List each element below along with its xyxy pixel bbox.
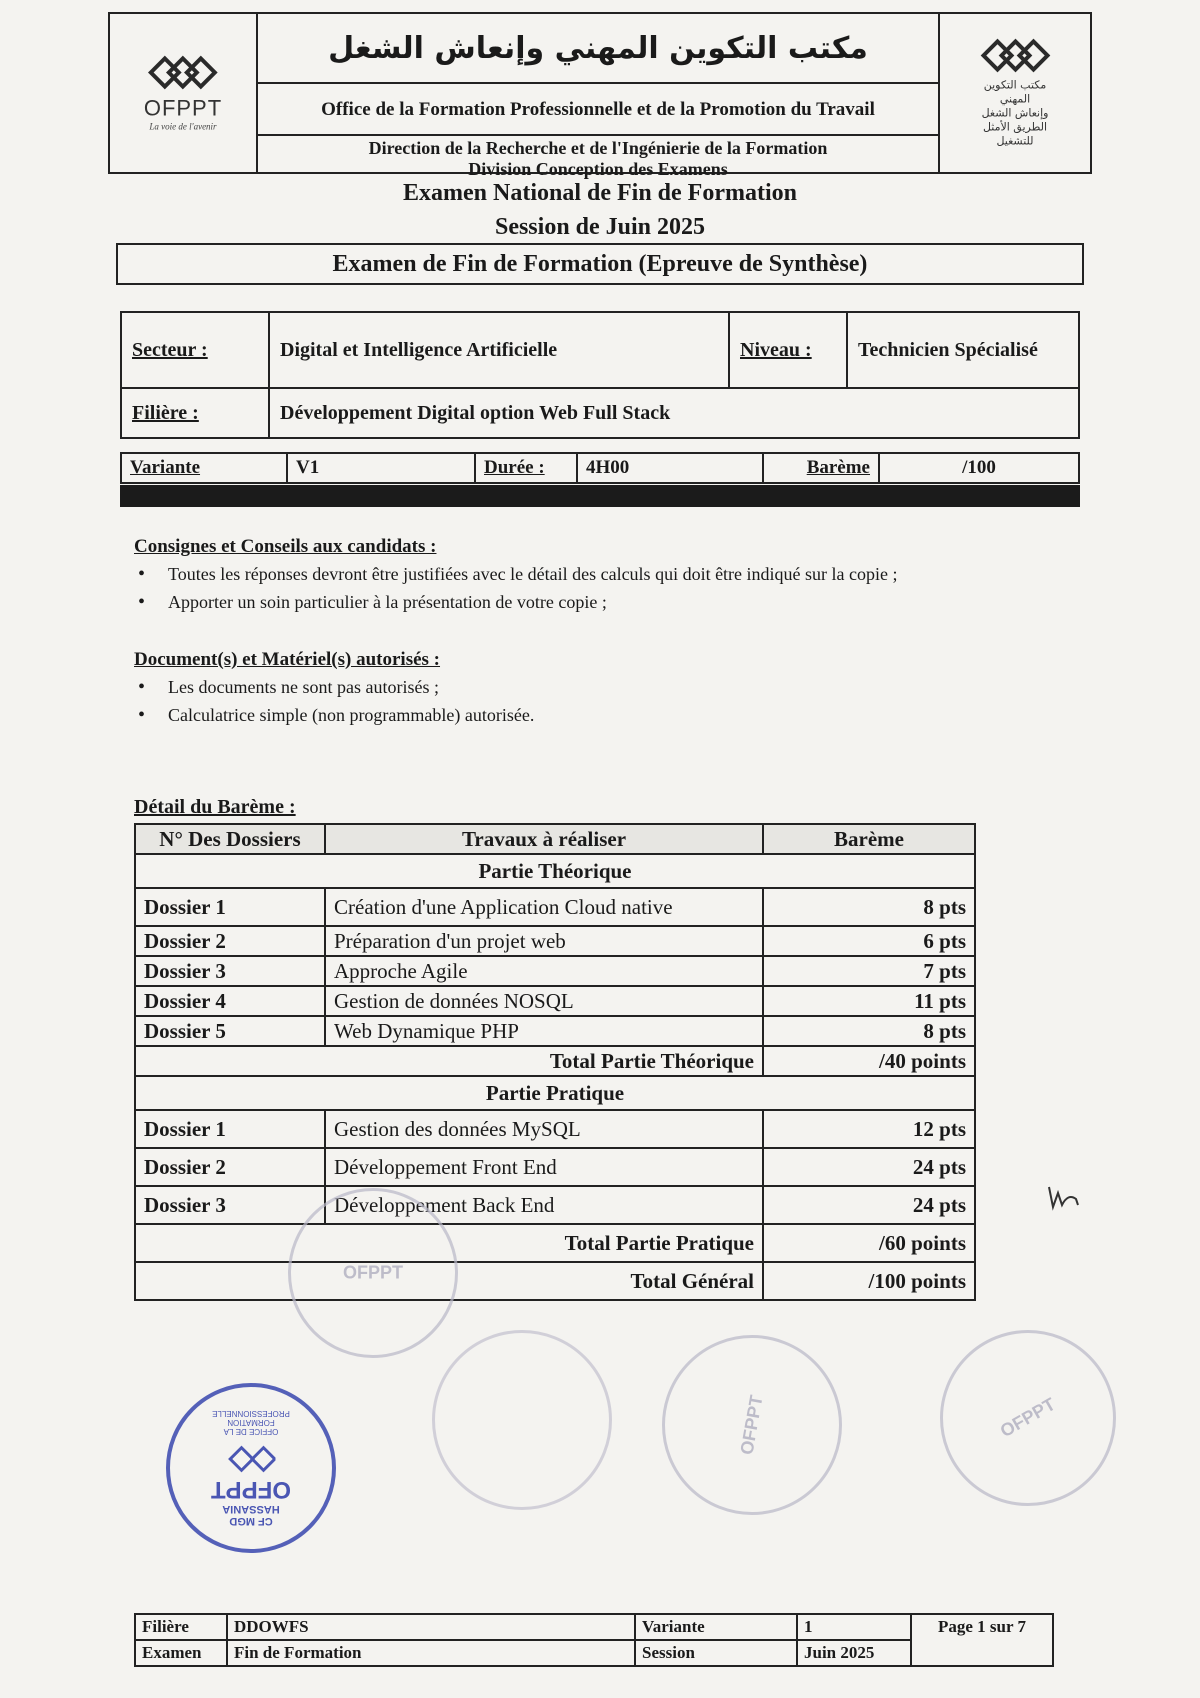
logo-left-text: OFPPT [143,95,223,121]
total-pratique-label: Total Partie Pratique [135,1224,763,1262]
pts-cell: 6 pts [763,926,975,956]
niveau-value: Technicien Spécialisé [847,312,1079,388]
pts-cell: 8 pts [763,888,975,926]
ofppt-logo-right-icon [979,38,1051,74]
variante-row [120,452,1080,484]
dossier-cell: Dossier 3 [135,1186,325,1224]
partie-theorique-label: Partie Théorique [135,854,975,888]
stamp-text: OFPPT [996,1393,1059,1442]
pts-cell: 11 pts [763,986,975,1016]
travail-cell: Gestion de données NOSQL [325,986,763,1016]
table-row [135,888,975,926]
travail-cell: Web Dynamique PHP [325,1016,763,1046]
consignes-title: Consignes et Conseils aux candidats : [134,536,437,557]
stamp-logo-icon [226,1441,276,1475]
footer-table [134,1613,1054,1667]
total-pratique-value: /60 points [763,1224,975,1262]
total-general-value: /100 points [763,1262,975,1300]
consigne-item: • Apporter un soin particulier à la présentation de votre copie ; [134,588,1034,616]
footer-filiere-value: DDOWFS [227,1614,635,1640]
footer-session-label: Session [635,1640,797,1666]
dossier-cell: Dossier 2 [135,926,325,956]
header-dossiers: N° Des Dossiers [135,824,325,854]
direction-line1: Direction de la Recherche et de l'Ingénierie de la Formation [368,138,828,158]
exam-title: Examen National de Fin de Formation [403,180,797,206]
total-theorique-value: /40 points [763,1046,975,1076]
logo-right-ar2: وإنعاش الشغل [981,106,1049,120]
table-row [135,956,975,986]
travail-cell: Création d'une Application Cloud native [325,888,763,926]
filiere-value: Développement Digital option Web Full Stack [269,388,1079,438]
secteur-label: Secteur : [132,338,208,361]
pts-cell: 24 pts [763,1186,975,1224]
stamp-arc-top: CF MGD HASSANIA [222,1503,280,1527]
travail-cell: Gestion des données MySQL [325,1110,763,1148]
variante-value: V1 [287,453,475,483]
initials-mark-icon [1046,1183,1082,1211]
total-general-label: Total Général [135,1262,763,1300]
table-row [135,1016,975,1046]
travail-cell: Approche Agile [325,956,763,986]
dossier-cell: Dossier 2 [135,1148,325,1186]
dossier-cell: Dossier 1 [135,888,325,926]
table-row [135,926,975,956]
ofppt-logo-icon [147,55,219,91]
black-divider [120,485,1080,507]
consignes-section [134,536,1034,616]
direction-block [258,136,938,179]
total-row [135,1224,975,1262]
bareme-header-row [135,824,975,854]
faint-stamp-1 [288,1188,458,1358]
blue-stamp [166,1383,336,1553]
dossier-cell: Dossier 3 [135,956,325,986]
footer-variante-label: Variante [635,1614,797,1640]
variante-label: Variante [130,457,201,478]
documents-section [134,649,1034,729]
stamp-arc-bottom: OFFICE DE LA FORMATION PROFESSIONNELLE [212,1409,290,1436]
bareme-table [134,823,976,1301]
exam-subtitle: Examen de Fin de Formation (Epreuve de Synthèse) [116,243,1084,285]
logo-right-ar3: الطريق الأمثل للتشغيل [982,120,1048,148]
travail-cell: Développement Back End [325,1186,763,1224]
faint-stamp-4 [940,1330,1116,1506]
logo-right [938,14,1090,172]
documents-title: Document(s) et Matériel(s) autorisés : [134,649,441,670]
pts-cell: 7 pts [763,956,975,986]
stamp-text: OFPPT [736,1393,767,1457]
duree-value: 4H00 [577,453,763,483]
filiere-label: Filière : [132,401,199,424]
dossier-cell: Dossier 5 [135,1016,325,1046]
total-theorique-label: Total Partie Théorique [135,1046,763,1076]
faint-stamp-2 [432,1330,612,1510]
header-bareme: Barème [763,824,975,854]
pts-cell: 8 pts [763,1016,975,1046]
info-table [120,311,1080,439]
stamp-main: OFPPT [211,1476,292,1503]
footer-session-value: Juin 2025 [797,1640,911,1666]
arabic-title: مكتب التكوين المهني وإنعاش الشغل [258,14,938,84]
footer-examen-label: Examen [135,1640,227,1666]
document-item: • Les documents ne sont pas autorisés ; [134,673,1034,701]
secteur-value: Digital et Intelligence Artificielle [269,312,729,388]
total-row [135,1262,975,1300]
partie-pratique-label: Partie Pratique [135,1076,975,1110]
bareme-value: /100 [879,453,1079,483]
dossier-cell: Dossier 4 [135,986,325,1016]
logo-left [110,14,258,172]
bareme-title: Détail du Barème : [134,796,296,818]
travail-cell: Préparation d'un projet web [325,926,763,956]
stamp-text: OFPPT [342,1262,404,1283]
direction-line2: Division Conception des Examens [468,159,728,179]
table-row [135,1186,975,1224]
table-row [135,1110,975,1148]
header-travaux: Travaux à réaliser [325,824,763,854]
pts-cell: 24 pts [763,1148,975,1186]
office-name: Office de la Formation Professionnelle et de la Promotion du Travail [258,84,938,136]
table-row [135,986,975,1016]
niveau-label: Niveau : [740,338,812,361]
logo-right-ar1: مكتب التكوين المهني [983,78,1047,106]
duree-label: Durée : [484,457,545,478]
faint-stamp-3 [662,1335,842,1515]
header-block [108,12,1092,179]
total-row [135,1046,975,1076]
dossier-cell: Dossier 1 [135,1110,325,1148]
pts-cell: 12 pts [763,1110,975,1148]
document-item: • Calculatrice simple (non programmable) autorisée. [134,701,1034,729]
travail-cell: Développement Front End [325,1148,763,1186]
footer-filiere-label: Filière [135,1614,227,1640]
logo-left-tagline: La voie de l'avenir [149,121,217,132]
consigne-item: • Toutes les réponses devront être justifiées avec le détail des calculs qui doit être indiqué sur la copie ; [134,560,1034,588]
footer-page: Page 1 sur 7 [911,1614,1053,1666]
table-row [135,1148,975,1186]
footer-variante-value: 1 [797,1614,911,1640]
exam-session: Session de Juin 2025 [494,214,706,240]
footer-examen-value: Fin de Formation [227,1640,635,1666]
bareme-label: Barème [806,457,870,478]
